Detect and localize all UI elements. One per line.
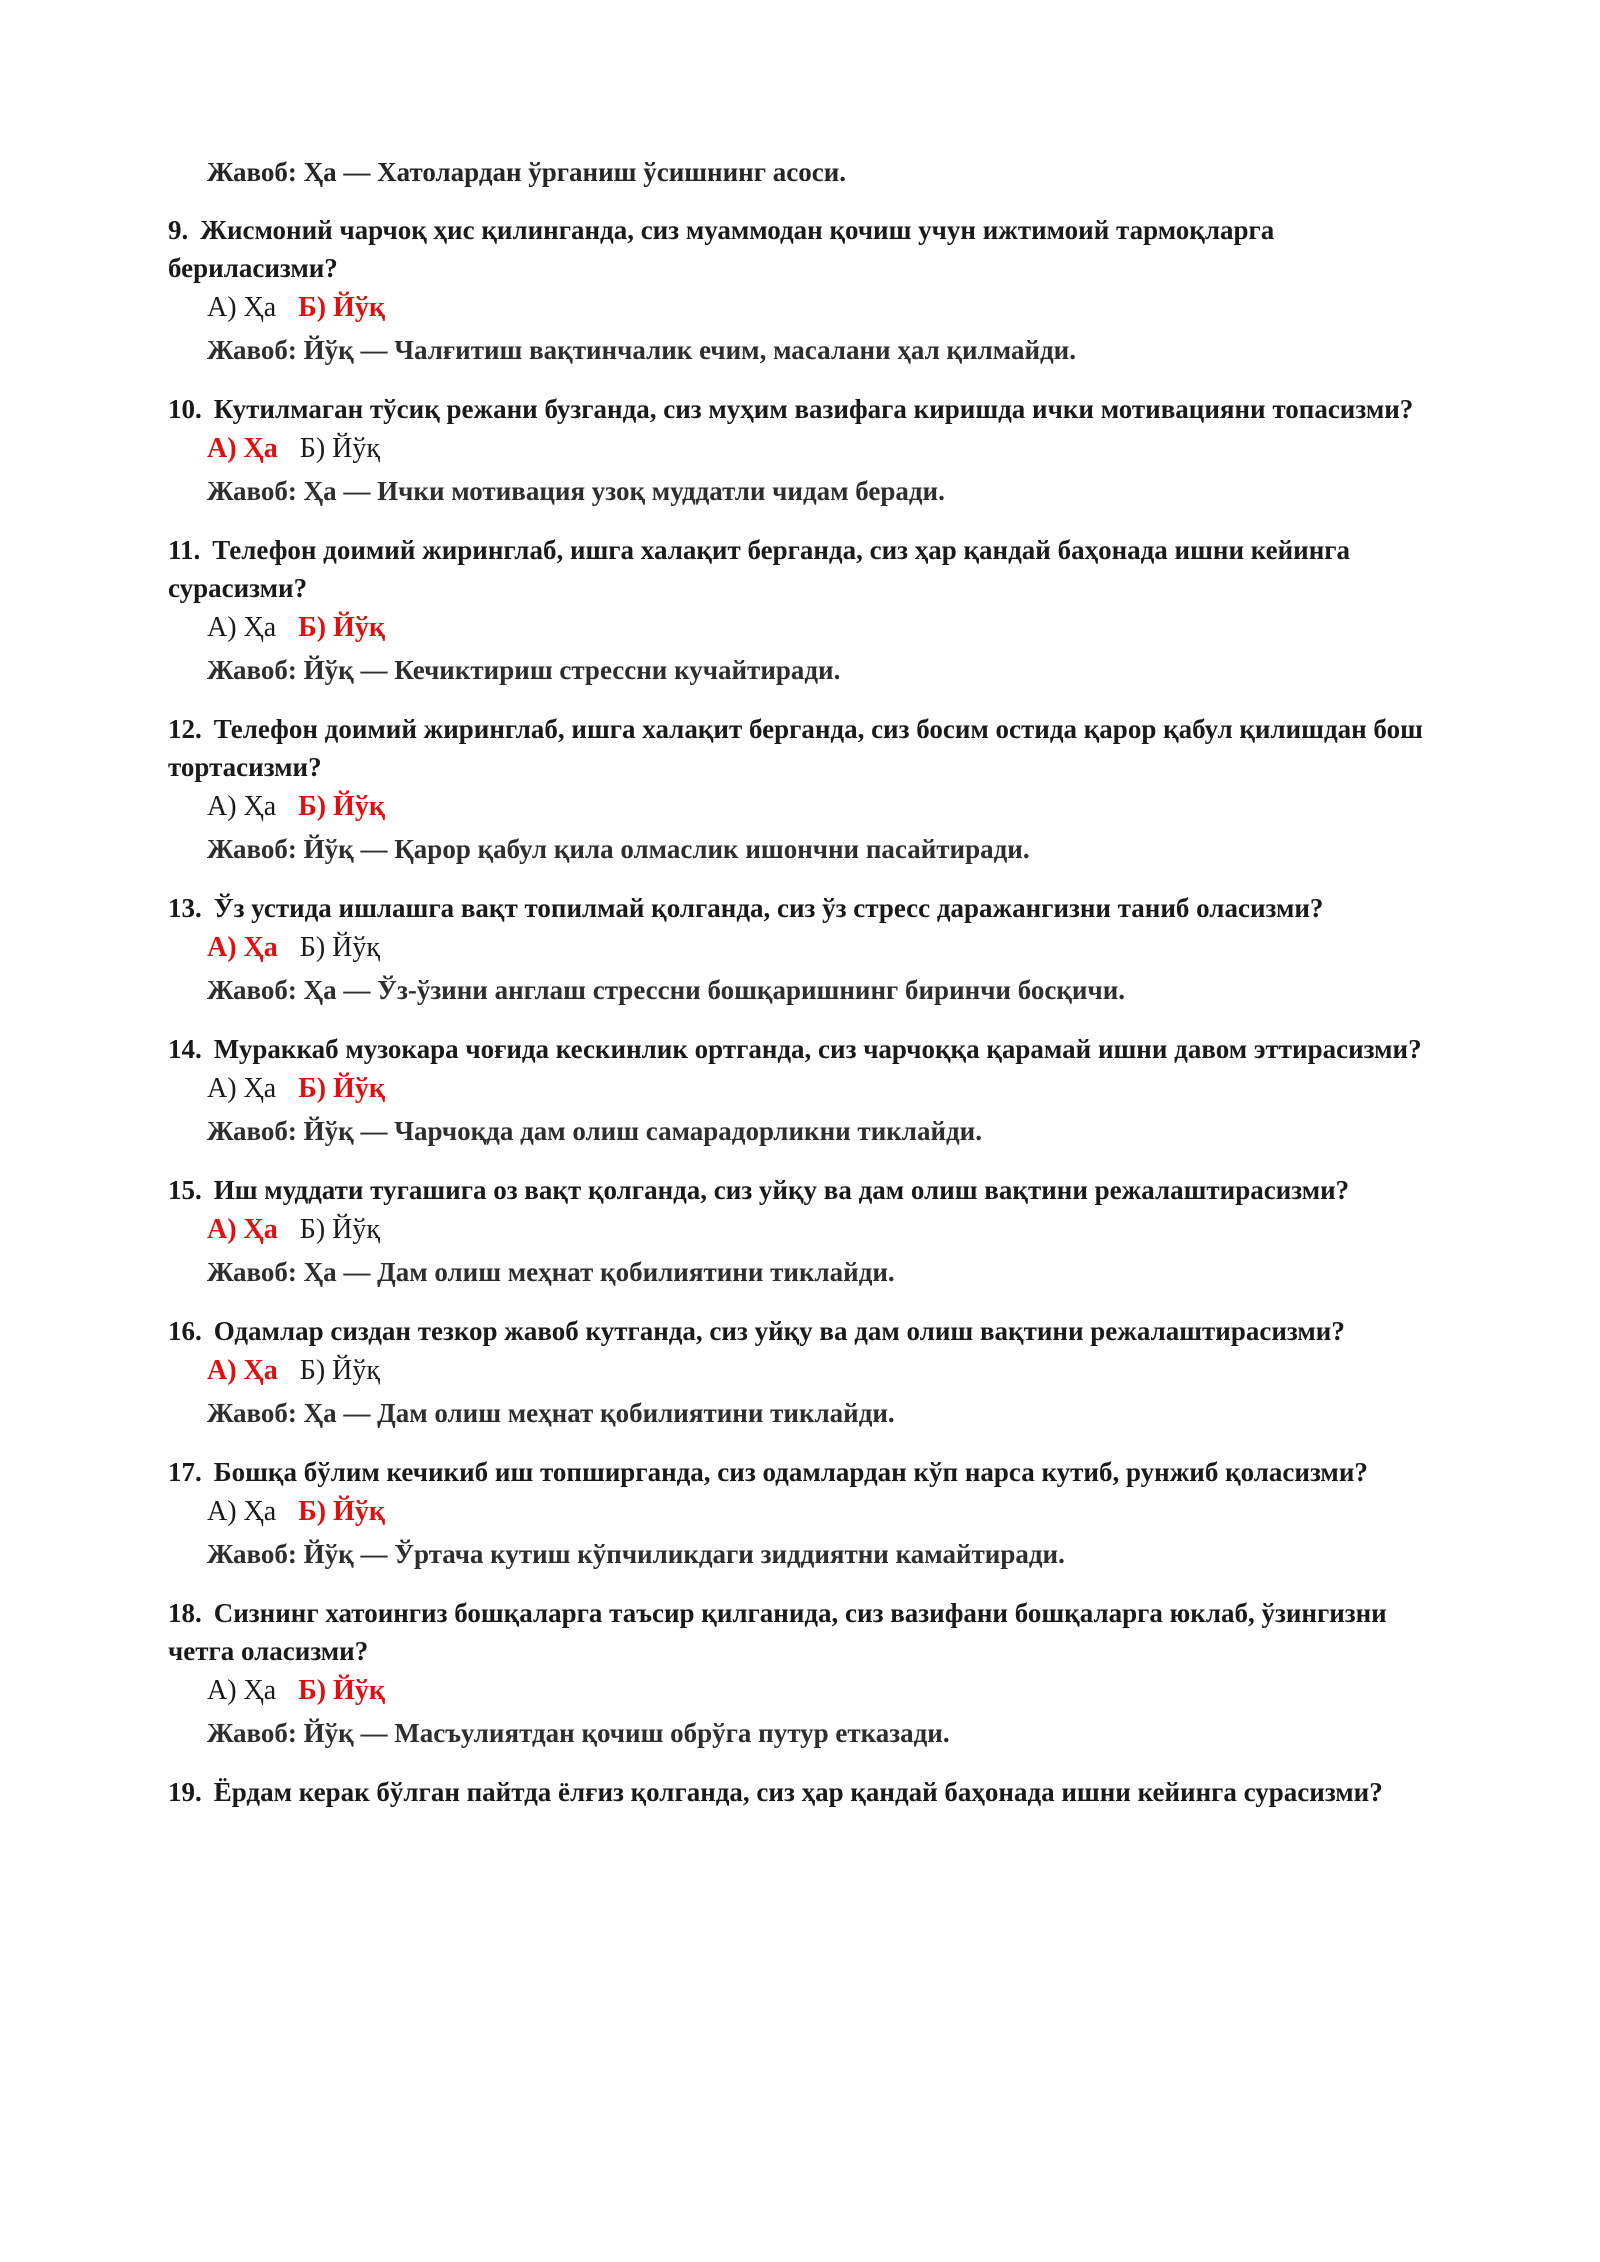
answer-text: Жавоб: Йўқ — Кечиктириш стрессни кучайтиради. (207, 655, 841, 685)
question-number: 11. (168, 535, 201, 565)
question-number: 13. (168, 893, 202, 923)
question-body: Мураккаб музокара чоғида кескинлик ортганда, сиз чарчоққа қарамай ишни давом эттирасизми? (213, 1034, 1422, 1064)
question-list (168, 211, 1438, 1830)
answer-text: Жавоб: Йўқ — Ўртача кутиш кўпчиликдаги зиддиятни камайтиради. (207, 1539, 1065, 1569)
question-number: 10. (168, 394, 202, 424)
question-body: Телефон доимий жиринглаб, ишга халақит берганда, сиз ҳар қандай баҳонада ишни кейинга сурасизми? (168, 535, 1351, 603)
answer-text: Жавоб: Ҳа — Дам олиш меҳнат қобилиятини тиклайди. (207, 1398, 895, 1428)
question-body: Ёрдам керак бўлган пайтда ёлғиз қолганда, сиз ҳар қандай баҳонада ишни кейинга сурасизми? (213, 1777, 1383, 1807)
question-body: Сизнинг хатоингиз бошқаларга таъсир қилганида, сиз вазифани бошқаларга юклаб, ўзингизни четга оласизми? (168, 1598, 1387, 1666)
question-item (168, 1594, 1438, 1754)
option-b[interactable]: Б) Йўқ (298, 612, 385, 643)
answer-text: Жавоб: Йўқ — Чарчоқда дам олиш самарадорликни тиклайди. (207, 1116, 982, 1146)
option-a[interactable]: А) Ҳа (207, 1073, 277, 1104)
answer-options (168, 1491, 1438, 1533)
answer-options (168, 1209, 1438, 1251)
question-item (168, 1312, 1438, 1434)
option-b[interactable]: Б) Йўқ (298, 292, 385, 323)
question-text (168, 211, 1438, 287)
answer-options (168, 1068, 1438, 1110)
answer-options (168, 428, 1438, 470)
question-text (168, 889, 1438, 927)
question-item (168, 1773, 1438, 1811)
question-body: Кутилмаган тўсиқ режани бузганда, сиз муҳим вазифага киришда ички мотивацияни топасизми? (213, 394, 1414, 424)
option-b[interactable]: Б) Йўқ (298, 1496, 385, 1527)
question-item (168, 710, 1438, 870)
option-a[interactable]: А) Ҳа (207, 612, 277, 643)
question-item (168, 390, 1438, 512)
option-a[interactable]: А) Ҳа (207, 1675, 277, 1706)
question-number: 9. (168, 215, 189, 245)
question-text (168, 390, 1438, 428)
question-number: 14. (168, 1034, 202, 1064)
option-b[interactable]: Б) Йўқ (298, 1073, 385, 1104)
answer-text: Жавоб: Йўқ — Масъулиятдан қочиш обрўга путур етказади. (207, 1718, 950, 1748)
answer-options (168, 1670, 1438, 1712)
option-b[interactable]: Б) Йўқ (298, 1675, 385, 1706)
question-number: 12. (168, 714, 202, 744)
question-text (168, 1594, 1438, 1670)
option-b[interactable]: Б) Йўқ (299, 1214, 380, 1245)
question-text (168, 1773, 1438, 1811)
answer-text: Жавоб: Ҳа — Ўз-ўзини англаш стрессни бошқаришнинг биринчи босқичи. (207, 975, 1125, 1005)
question-text (168, 1171, 1438, 1209)
option-b[interactable]: Б) Йўқ (299, 932, 380, 963)
option-a[interactable]: А) Ҳа (207, 1214, 278, 1245)
question-item (168, 211, 1438, 371)
question-body: Телефон доимий жиринглаб, ишга халақит берганда, сиз босим остида қарор қабул қилишдан бош тортасизми? (168, 714, 1423, 782)
option-b[interactable]: Б) Йўқ (299, 433, 380, 464)
answer-options (168, 927, 1438, 969)
question-text (168, 1453, 1438, 1491)
option-a[interactable]: А) Ҳа (207, 932, 278, 963)
option-a[interactable]: А) Ҳа (207, 292, 277, 323)
question-item (168, 1030, 1438, 1152)
option-a[interactable]: А) Ҳа (207, 1496, 277, 1527)
question-body: Иш муддати тугашига оз вақт қолганда, сиз уйқу ва дам олиш вақтини режалаштирасизми? (213, 1175, 1350, 1205)
answer-options (168, 1350, 1438, 1392)
question-item (168, 1171, 1438, 1293)
option-a[interactable]: А) Ҳа (207, 433, 278, 464)
question-body: Бошқа бўлим кечикиб иш топширганда, сиз одамлардан кўп нарса кутиб, рунжиб қоласизми? (213, 1457, 1368, 1487)
question-body: Ўз устида ишлашга вақт топилмай қолганда, сиз ўз стресс даражангизни таниб оласизми? (213, 893, 1324, 923)
question-body: Одамлар сиздан тезкор жавоб кутганда, сиз уйқу ва дам олиш вақтини режалаштирасизми? (213, 1316, 1345, 1346)
question-item (168, 531, 1438, 691)
question-number: 19. (168, 1777, 202, 1807)
question-text (168, 1312, 1438, 1350)
option-a[interactable]: А) Ҳа (207, 791, 277, 822)
question-text (168, 710, 1438, 786)
question-text (168, 531, 1438, 607)
question-number: 17. (168, 1457, 202, 1487)
answer-text: Жавоб: Йўқ — Қарор қабул қила олмаслик ишончни пасайтиради. (207, 834, 1030, 864)
option-b[interactable]: Б) Йўқ (299, 1355, 380, 1386)
answer-options (168, 287, 1438, 329)
question-number: 16. (168, 1316, 202, 1346)
question-body: Жисмоний чарчоқ ҳис қилинганда, сиз муаммодан қочиш учун ижтимоий тармоқларга бериласизми? (168, 215, 1275, 283)
answer-text: Жавоб: Ҳа — Дам олиш меҳнат қобилиятини тиклайди. (207, 1257, 895, 1287)
answer-text: Жавоб: Ҳа — Ички мотивация узоқ муддатли чидам беради. (207, 476, 945, 506)
question-number: 18. (168, 1598, 202, 1628)
answer-text: Жавоб: Ҳа — Хатолардан ўрганиш ўсишнинг асоси. (207, 157, 847, 187)
answer-options (168, 607, 1438, 649)
option-b[interactable]: Б) Йўқ (298, 791, 385, 822)
answer-text: Жавоб: Йўқ — Чалғитиш вақтинчалик ечим, масалани ҳал қилмайди. (207, 335, 1076, 365)
answer-options (168, 786, 1438, 828)
question-text (168, 1030, 1438, 1068)
option-a[interactable]: А) Ҳа (207, 1355, 278, 1386)
question-item (168, 1453, 1438, 1575)
question-item (168, 889, 1438, 1011)
question-number: 15. (168, 1175, 202, 1205)
